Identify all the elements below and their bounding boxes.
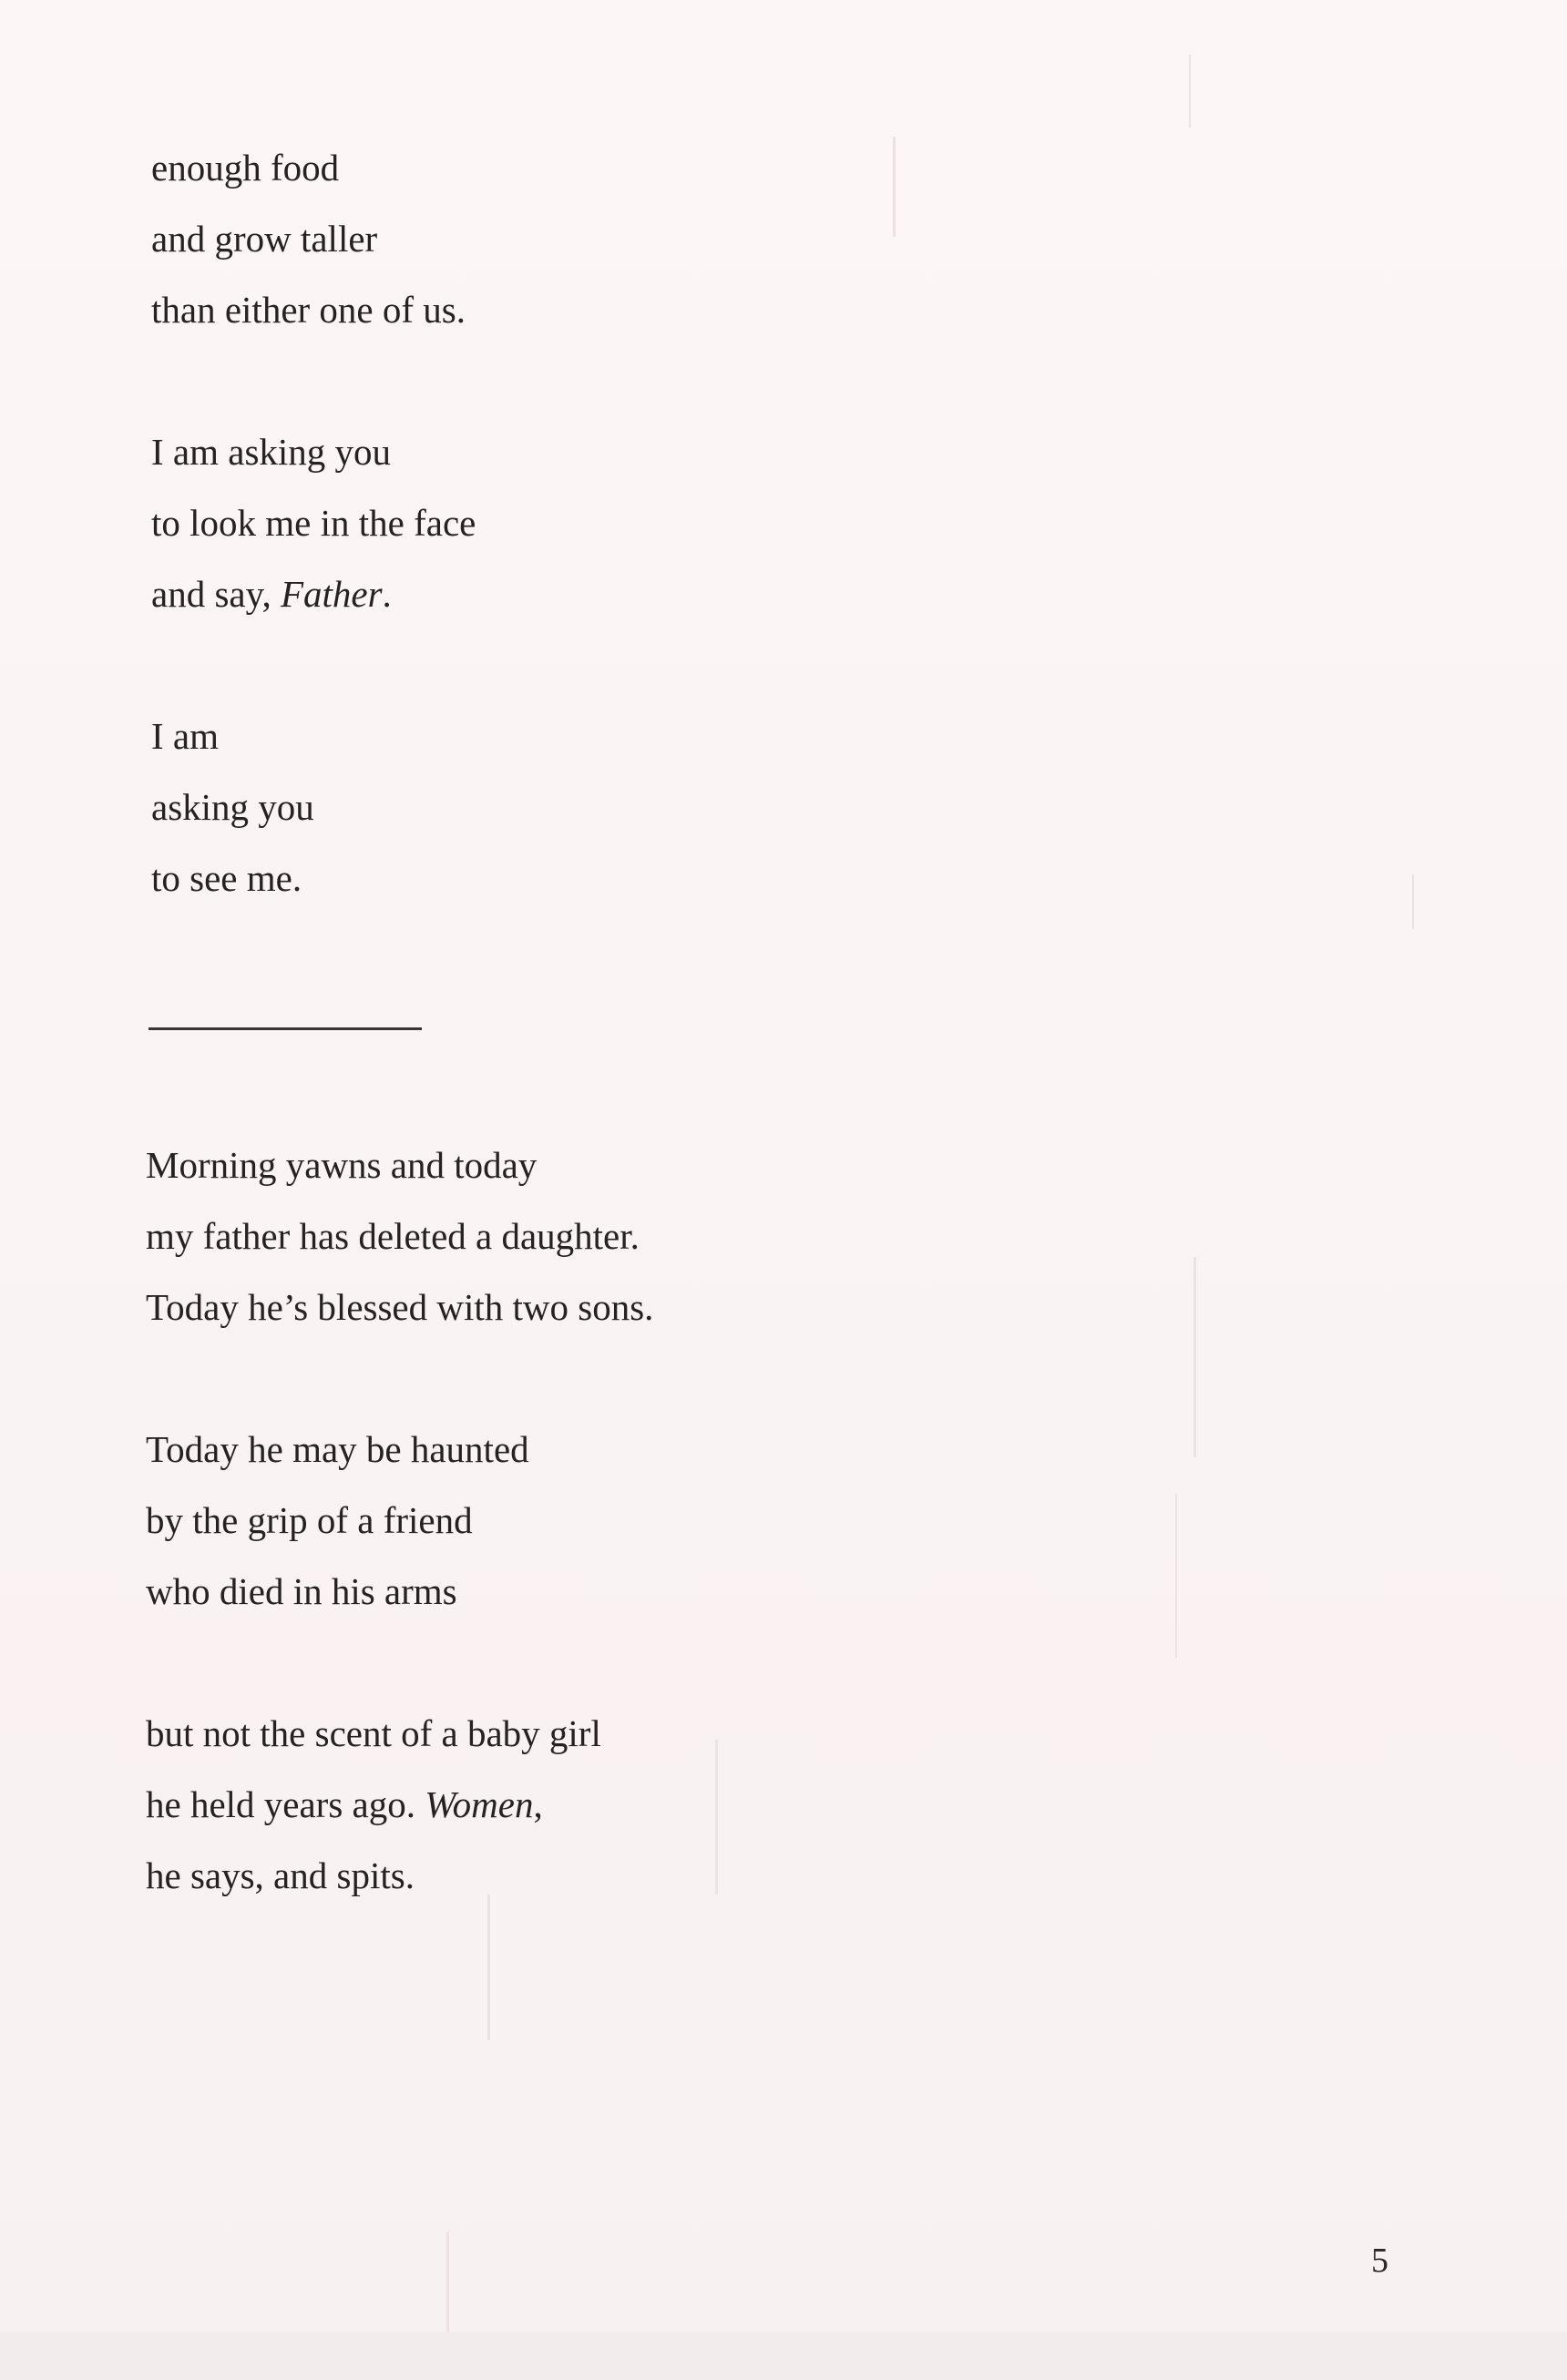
line-text: by the grip of a friend <box>146 1499 473 1541</box>
line-text: than either one of us. <box>151 289 466 331</box>
poem-line <box>146 1427 529 1471</box>
line-text: he held years ago. <box>146 1783 425 1825</box>
line-text: he says, and spits. <box>146 1854 415 1896</box>
poem-line <box>146 1854 415 1897</box>
poem-line <box>146 1285 653 1329</box>
scan-mark <box>487 1895 490 2040</box>
poem-line <box>146 1569 457 1613</box>
line-text: to look me in the face <box>151 502 476 544</box>
poem-line <box>146 1711 601 1755</box>
scan-mark <box>715 1740 718 1895</box>
line-text: my father has deleted a daughter. <box>146 1215 640 1257</box>
line-text: Today he’s blessed with two sons. <box>146 1286 654 1328</box>
section-divider <box>149 1027 422 1030</box>
line-text: to see me. <box>151 857 302 899</box>
poem-line <box>151 785 314 829</box>
poem-line <box>151 572 392 616</box>
poem-line <box>151 501 476 545</box>
scan-mark <box>1412 874 1414 929</box>
poem-line <box>146 1143 537 1187</box>
italic-text: Women <box>425 1783 534 1825</box>
line-text: asking you <box>151 786 314 828</box>
poem-line <box>151 856 302 900</box>
poem-line <box>151 217 377 260</box>
poem-line <box>146 1782 543 1826</box>
poem-line <box>151 288 466 332</box>
line-text: . <box>382 573 392 615</box>
poem-line <box>146 1498 473 1542</box>
scan-mark <box>1175 1494 1177 1658</box>
line-text: I am <box>151 715 219 757</box>
line-text: Morning yawns and today <box>146 1144 538 1186</box>
line-text: I am asking you <box>151 431 392 473</box>
line-text: enough food <box>151 147 340 189</box>
poem-line <box>151 430 391 474</box>
scan-mark <box>446 2232 449 2341</box>
line-text: but not the scent of a baby girl <box>146 1712 601 1754</box>
scan-mark <box>1189 55 1191 128</box>
scan-mark <box>1193 1257 1196 1457</box>
line-text: Today he may be haunted <box>146 1428 529 1470</box>
poem-line <box>146 1214 640 1258</box>
italic-text: Father <box>280 573 383 615</box>
line-text: who died in his arms <box>146 1570 457 1612</box>
line-text: , <box>533 1783 543 1825</box>
line-text: and say, <box>151 573 281 615</box>
scan-mark <box>893 137 896 237</box>
poem-line <box>151 146 339 189</box>
page-number: 5 <box>1371 2242 1388 2280</box>
scan-mark <box>0 2332 1567 2380</box>
line-text: and grow taller <box>151 218 378 260</box>
poem-line <box>151 714 219 758</box>
